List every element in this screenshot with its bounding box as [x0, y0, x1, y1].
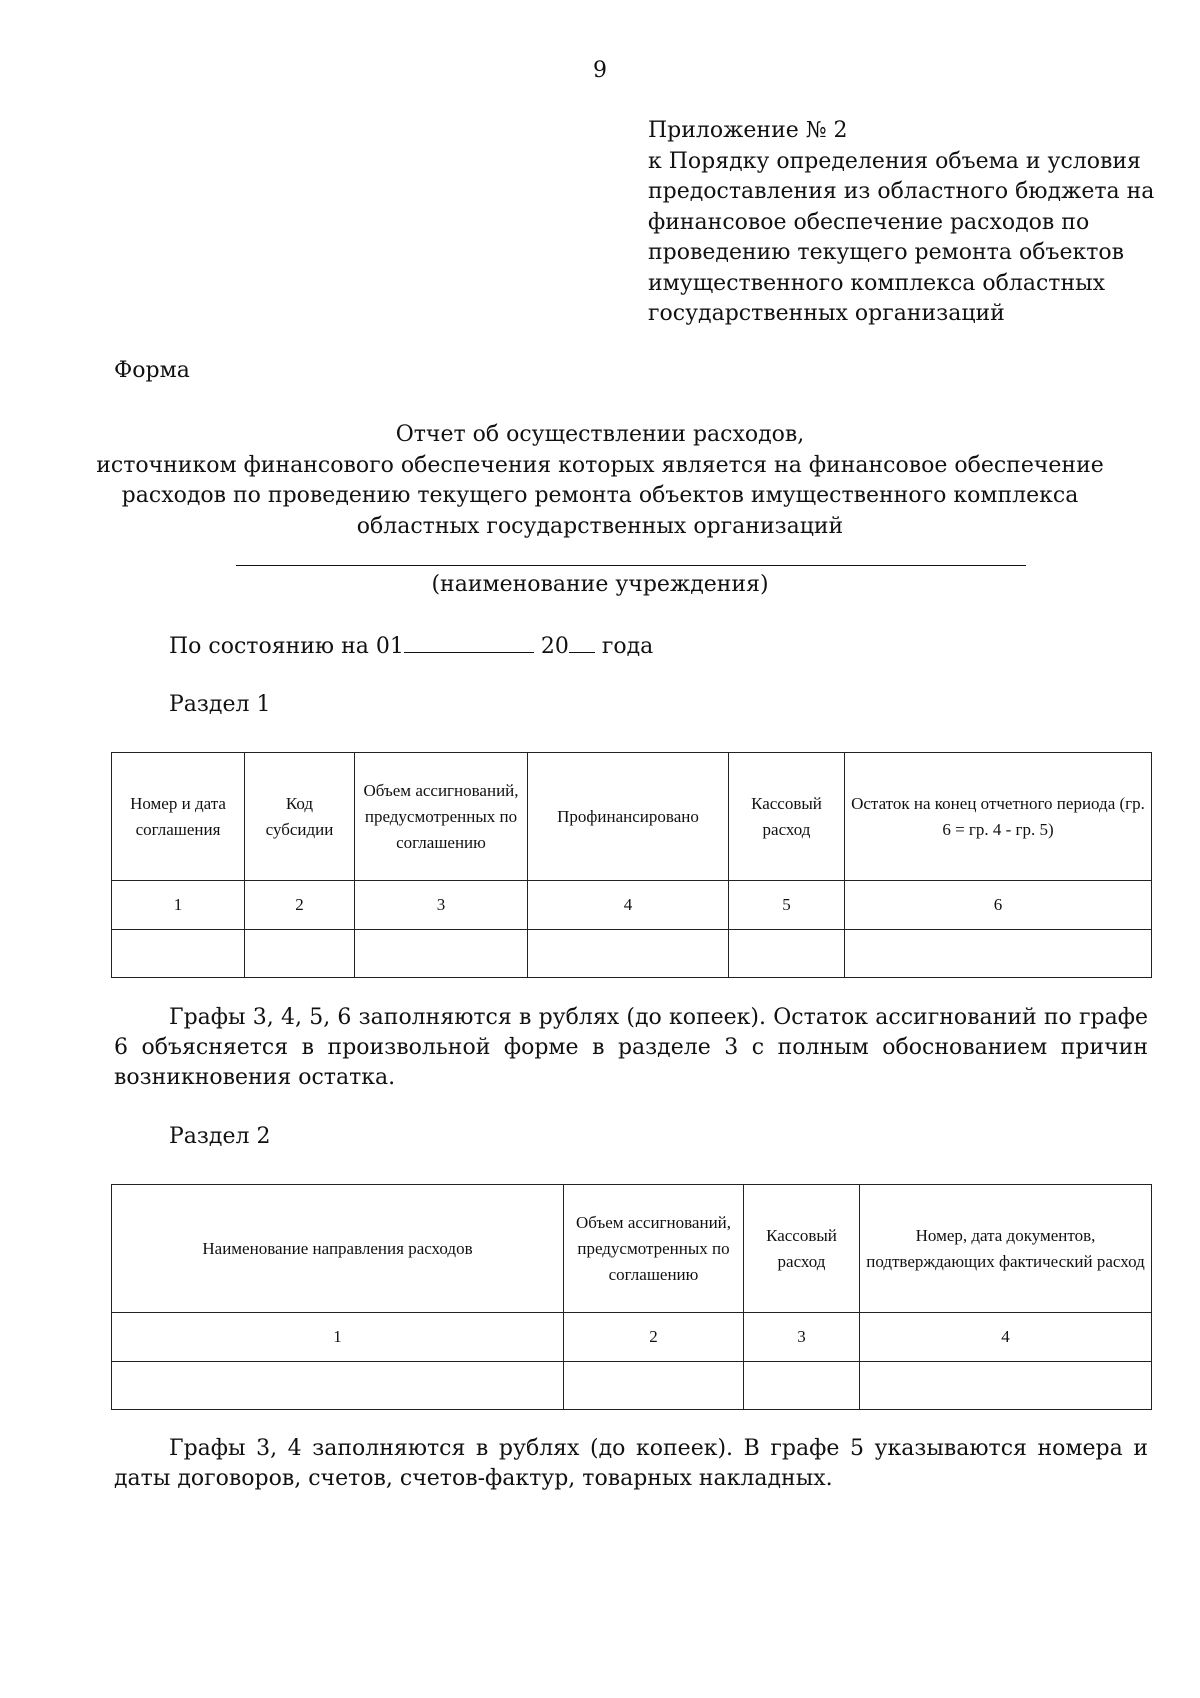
table-input-cell[interactable]: [112, 930, 245, 978]
annex-line: Приложение № 2: [648, 118, 848, 143]
table-input-cell[interactable]: [744, 1362, 860, 1410]
table-header-cell: Объем ассигнований, предусмотренных по соглашению: [355, 753, 528, 881]
column-number-cell: 4: [860, 1313, 1152, 1362]
report-title-line: источником финансового обеспечения которых является на финансовое обеспечение: [96, 452, 1104, 478]
as-of-suffix: года: [601, 634, 654, 659]
table-row: [112, 1362, 1152, 1410]
table-header-row: [112, 1185, 1152, 1313]
table-input-cell[interactable]: [245, 930, 355, 978]
report-title-line: областных государственных организаций: [356, 513, 844, 539]
section-2-note-text: Графы 3, 4 заполняются в рублях (до копеек). В графе 5 указываются номера и даты договоров, счетов, счетов-фактур, товарных накладных.: [114, 1436, 1148, 1491]
table-input-cell[interactable]: [528, 930, 729, 978]
column-number-row: [112, 1313, 1152, 1362]
annex-line: имущественного комплекса областных: [648, 270, 1106, 296]
annex-line: финансовое обеспечение расходов по: [648, 209, 1090, 235]
column-number-cell: 2: [564, 1313, 744, 1362]
column-number-cell: 3: [744, 1313, 860, 1362]
as-of-year-prefix: 20: [540, 634, 569, 659]
column-number-row: [112, 881, 1152, 930]
table-header-row: [112, 753, 1152, 881]
annex-line: предоставления из областного бюджета на: [648, 179, 1155, 204]
section-1-note-text: Графы 3, 4, 5, 6 заполняются в рублях (до копеек). Остаток ассигнований по графе 6 объясняется в произвольной форме в разделе 3 с полным обоснованием причин возникновения остатка.: [114, 1005, 1148, 1090]
table-input-cell[interactable]: [860, 1362, 1152, 1410]
column-number-cell: 6: [845, 881, 1152, 930]
table-input-cell[interactable]: [729, 930, 845, 978]
organization-name-field[interactable]: [236, 565, 1026, 566]
table-header-cell: Объем ассигнований, предусмотренных по соглашению: [564, 1185, 744, 1313]
table-header-cell: Номер и дата соглашения: [112, 753, 245, 881]
table-header-cell: Кассовый расход: [729, 753, 845, 881]
year-field[interactable]: [569, 632, 595, 653]
table-row: [112, 930, 1152, 978]
table-input-cell[interactable]: [112, 1362, 564, 1410]
as-of-date-line: [169, 632, 653, 659]
organization-caption: (наименование учреждения): [431, 572, 769, 597]
table-header-cell: Код субсидии: [245, 753, 355, 881]
page-number: 9: [593, 58, 607, 83]
table-input-cell[interactable]: [845, 930, 1152, 978]
table-header-cell: Номер, дата документов, подтверждающих фактический расход: [860, 1185, 1152, 1313]
section-2-label: Раздел 2: [169, 1124, 271, 1149]
section-2-note: [114, 1434, 1148, 1494]
month-field[interactable]: [404, 632, 534, 653]
column-number-cell: 4: [528, 881, 729, 930]
annex-heading: [648, 116, 1168, 330]
column-number-cell: 1: [112, 1313, 564, 1362]
form-label: Форма: [114, 358, 190, 383]
section-2-table: [111, 1184, 1152, 1410]
table-input-cell[interactable]: [355, 930, 528, 978]
report-title: [0, 420, 1200, 542]
as-of-prefix: По состоянию на 01: [169, 634, 404, 659]
column-number-cell: 2: [245, 881, 355, 930]
annex-line: проведению текущего ремонта объектов: [648, 240, 1125, 265]
table-header-cell: Кассовый расход: [744, 1185, 860, 1313]
column-number-cell: 1: [112, 881, 245, 930]
table-header-cell: Профинансировано: [528, 753, 729, 881]
report-title-line: Отчет об осуществлении расходов,: [395, 422, 805, 447]
table-input-cell[interactable]: [564, 1362, 744, 1410]
annex-line: к Порядку определения объема и условия: [648, 148, 1141, 174]
report-title-line: расходов по проведению текущего ремонта объектов имущественного комплекса: [121, 483, 1079, 508]
section-1-note: [114, 1003, 1148, 1093]
table-header-cell: Наименование направления расходов: [112, 1185, 564, 1313]
annex-line: государственных организаций: [648, 301, 1005, 326]
column-number-cell: 5: [729, 881, 845, 930]
section-1-table: [111, 752, 1152, 978]
table-header-cell: Остаток на конец отчетного периода (гр. 6 = гр. 4 - гр. 5): [845, 753, 1152, 881]
column-number-cell: 3: [355, 881, 528, 930]
section-1-label: Раздел 1: [169, 692, 271, 717]
